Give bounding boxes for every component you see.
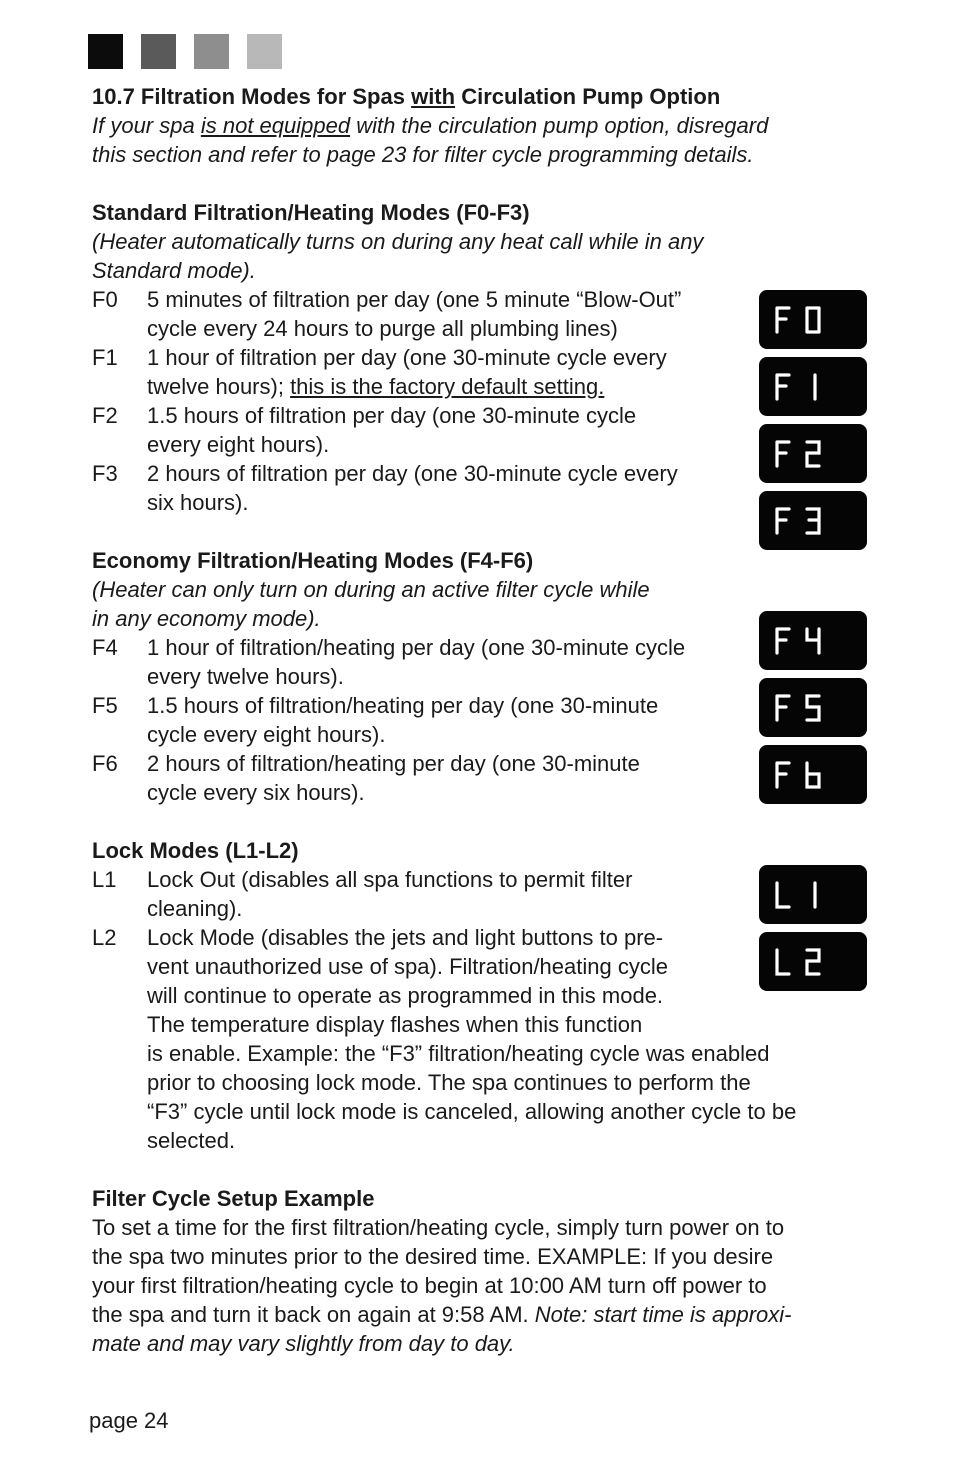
standard-note: (Heater automatically turns on during any heat call while in any Standard mode). <box>92 229 704 283</box>
economy-heading: Economy Filtration/Heating Modes (F4-F6) <box>92 548 534 573</box>
mode-item-l1: L1 Lock Out (disables all spa functions to permit filter cleaning). <box>92 867 633 921</box>
mode-item-f5: F5 1.5 hours of filtration/heating per day (one 30-minute cycle every eight hours). <box>92 693 659 747</box>
example-body: To set a time for the first filtration/heating cycle, simply turn power on to the spa two minutes prior to the desired time. EXAMPLE: If you desire your first filtration/heating cycle to begin at 10:00 AM turn off power to the spa and turn it back on again at 9:58 AM. Note: start time is approxi- mate and may vary slightly from day to day. <box>92 1215 792 1356</box>
page-number: page 24 <box>89 1408 169 1433</box>
display-f5 <box>759 678 867 737</box>
display-f3-glyphs <box>773 503 843 539</box>
display-l2-glyphs <box>773 944 843 980</box>
display-f6-glyphs <box>773 757 843 793</box>
lock-heading: Lock Modes (L1-L2) <box>92 838 299 863</box>
display-f2-glyphs <box>773 436 843 472</box>
display-f6 <box>759 745 867 804</box>
standard-heading: Standard Filtration/Heating Modes (F0-F3) <box>92 200 530 225</box>
display-f4-glyphs <box>773 623 843 659</box>
display-f4 <box>759 611 867 670</box>
example-heading: Filter Cycle Setup Example <box>92 1186 375 1211</box>
display-f2 <box>759 424 867 483</box>
display-l1-glyphs <box>773 877 843 913</box>
section-note: If your spa is not equipped with the circulation pump option, disregard this section and refer to page 23 for filter cycle programming details. <box>92 113 769 167</box>
display-l2 <box>759 932 867 991</box>
mode-item-l2: L2 Lock Mode (disables the jets and light buttons to pre- vent unauthorized use of spa). Filtration/heating cycle will continue to operate as programmed in this mode. The temperature display flashes when this function is enable. Example: the “F3” filtration/heating cycle was enabled prior to choosing lock mode. The spa continues to perform the “F3” cycle until lock mode is canceled, allowing another cycle to be selected. <box>92 925 797 1153</box>
mode-item-f6: F6 2 hours of filtration/heating per day (one 30-minute cycle every six hours). <box>92 751 640 805</box>
economy-note: (Heater can only turn on during an active filter cycle while in any economy mode). <box>92 577 650 631</box>
header-square-gray <box>194 34 229 69</box>
display-f1 <box>759 357 867 416</box>
mode-item-f4: F4 1 hour of filtration/heating per day (one 30-minute cycle every twelve hours). <box>92 635 686 689</box>
display-f1-glyphs <box>773 369 843 405</box>
header-squares <box>88 34 282 69</box>
display-f3 <box>759 491 867 550</box>
section-title: 10.7 Filtration Modes for Spas with Circulation Pump Option <box>92 84 721 109</box>
header-square-light-gray <box>247 34 282 69</box>
mode-item-f2: F2 1.5 hours of filtration per day (one 30-minute cycle every eight hours). <box>92 403 637 457</box>
header-square-dark-gray <box>141 34 176 69</box>
mode-item-f3: F3 2 hours of filtration per day (one 30-minute cycle every six hours). <box>92 461 678 515</box>
display-f0-glyphs <box>773 302 843 338</box>
display-f5-glyphs <box>773 690 843 726</box>
display-l1 <box>759 865 867 924</box>
display-f0 <box>759 290 867 349</box>
page-content <box>92 82 872 1358</box>
header-square-black <box>88 34 123 69</box>
mode-item-f0: F0 5 minutes of filtration per day (one 5 minute “Blow-Out” cycle every 24 hours to purge all plumbing lines) <box>92 287 682 341</box>
mode-item-f1: F1 1 hour of filtration per day (one 30-minute cycle every twelve hours); this is the factory default setting. <box>92 345 667 399</box>
